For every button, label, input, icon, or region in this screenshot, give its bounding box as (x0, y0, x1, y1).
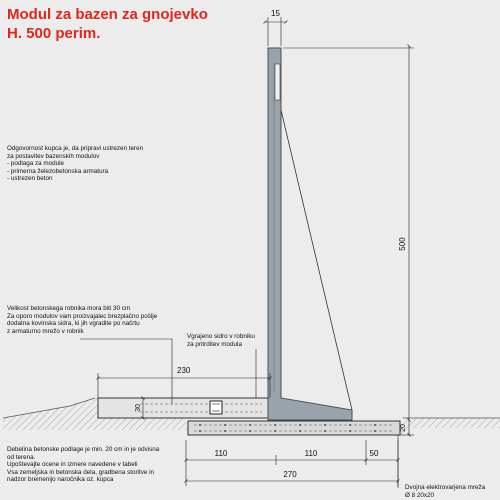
note-base-slab: Debelina betonske podlage je min. 20 cm in je odvisna od terena. Upoštevajte ocene in izmere navedene v tabeli Vsa zemeljska in betonska dela, gradbena storitve in nadzor bremenijo naročnika oz. kupca (7, 446, 160, 484)
note-anchor: Vgrajeno sidro v robniku za pritrditev modula (187, 333, 255, 348)
dim-height: 500 (398, 237, 407, 251)
dim-rim-length: 230 (177, 366, 191, 375)
dim-total: 270 (283, 470, 297, 479)
wall-top-recess (275, 64, 280, 100)
dim-slab-thickness: 20 (400, 424, 407, 432)
wall-module (268, 48, 352, 420)
leader-lines (80, 339, 256, 404)
dim-rim-height: 30 (135, 404, 142, 412)
dim-wall-top: 15 (271, 9, 280, 18)
note-customer-responsibility: Odgovornost kupca je, da pripravi ustrezen teren za postavitev bazenskih modulov - podlaga za module - primerna železobetonska armatura - ustrezen beton (7, 145, 144, 183)
anchor-block (210, 401, 222, 414)
title-line-2: H. 500 perim. (7, 25, 101, 42)
base-slab (188, 421, 400, 435)
note-concrete-rim: Velikost betonskega robnika mora biti 30 cm Za oporo modulov vam proizvajalec brezplačno pošlje dodatna kovinska sidra, ki jih vgradite po načrtu z armaturno mrežo v robnik (7, 305, 158, 335)
title-line-1: Modul za bazen za gnojevko (7, 6, 208, 23)
dim-seg-mid: 110 (304, 449, 318, 458)
dim-seg-left: 110 (214, 449, 228, 458)
note-mesh: Dvojna elektrovarjena mreža Ø 8 20x20 (405, 484, 486, 499)
support-strut (281, 110, 352, 410)
concrete-rim (98, 398, 270, 418)
dim-seg-right: 50 (369, 449, 379, 458)
